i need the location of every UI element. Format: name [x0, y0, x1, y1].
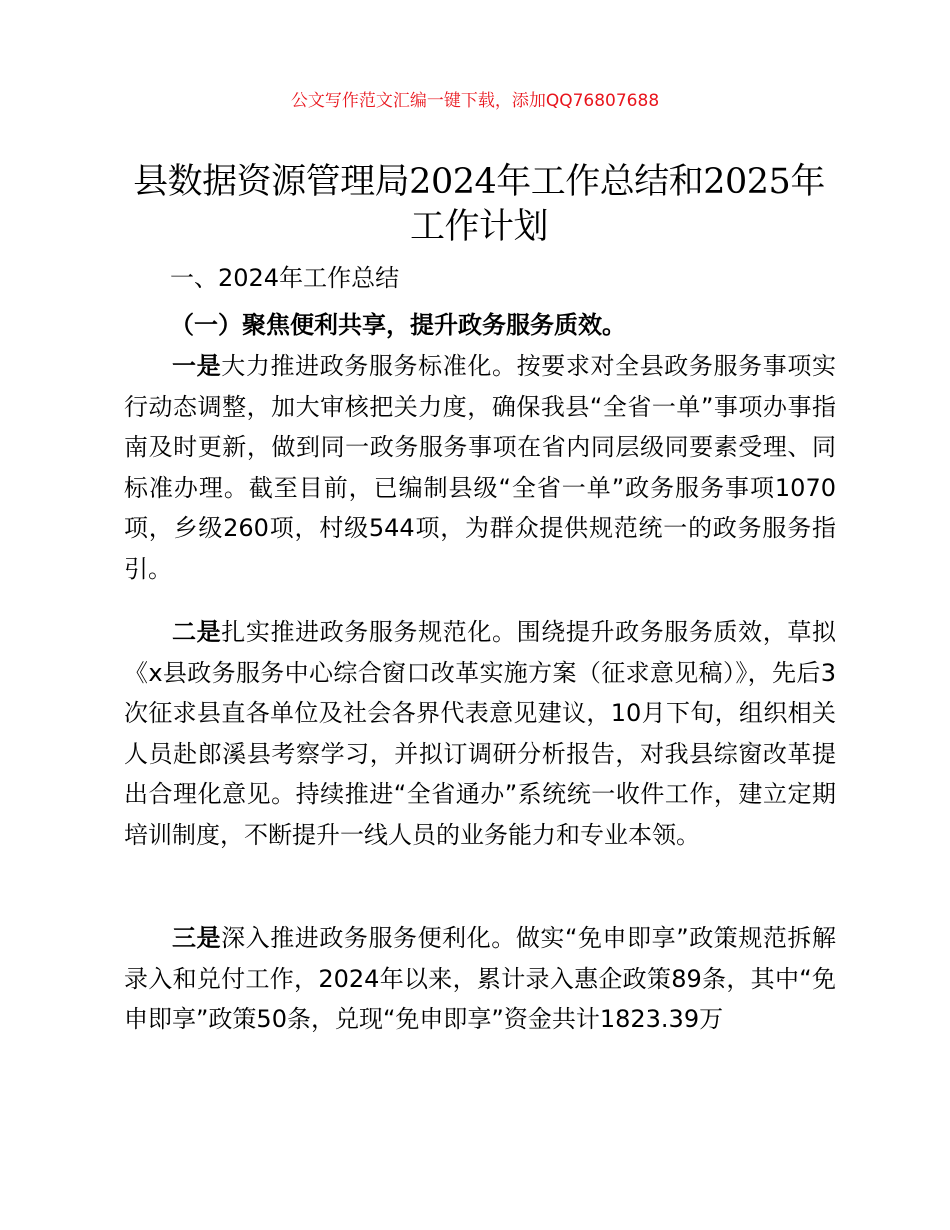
- document-title: 县数据资源管理局2024年工作总结和2025年工作计划: [133, 162, 825, 247]
- paragraph-lead: 二是: [172, 618, 222, 646]
- paragraph-lead: 一是: [172, 352, 222, 380]
- paragraph-1: [124, 346, 836, 589]
- section-heading: 一、2024年工作总结: [170, 264, 400, 292]
- paragraph-text: 大力推进政务服务标准化。按要求对全县政务服务事项实行动态调整，加大审核把关力度，确保我县“全省一单”事项办事指南及时更新，做到同一政务服务事项在省内同层级同要素受理、同标准办理。截至目前，已编制县级“全省一单”政务服务事项1070项，乡级260项，村级544项，为群众提供规范统一的政务服务指引。: [124, 352, 837, 583]
- paragraph-body: [124, 612, 836, 855]
- paragraph-text: 深入推进政务服务便利化。做实“免申即享”政策规范拆解录入和兑付工作，2024年以来，累计录入惠企政策89条，其中“免申即享”政策50条，兑现“免申即享”资金共计1823.39万: [124, 924, 836, 1033]
- paragraph-body: [124, 346, 836, 589]
- paragraph-2: [124, 612, 836, 855]
- paragraph-3: [124, 918, 836, 1040]
- paragraph-body: [124, 918, 836, 1040]
- promo-banner: 公文写作范文汇编一键下载，添加QQ76807688: [290, 91, 660, 111]
- paragraph-lead: 三是: [172, 924, 222, 952]
- paragraph-text: 扎实推进政务服务规范化。围绕提升政务服务质效，草拟《x县政务服务中心综合窗口改革实施方案（征求意见稿）》，先后3次征求县直各单位及社会各界代表意见建议，10月下旬，组织相关人员赴郎溪县考察学习，并拟订调研分析报告，对我县综窗改革提出合理化意见。持续推进“全省通办”系统统一收件工作，建立定期培训制度，不断提升一线人员的业务能力和专业本领。: [124, 618, 837, 849]
- subsection-heading: （一）聚焦便利共享，提升政务服务质效。: [170, 311, 626, 339]
